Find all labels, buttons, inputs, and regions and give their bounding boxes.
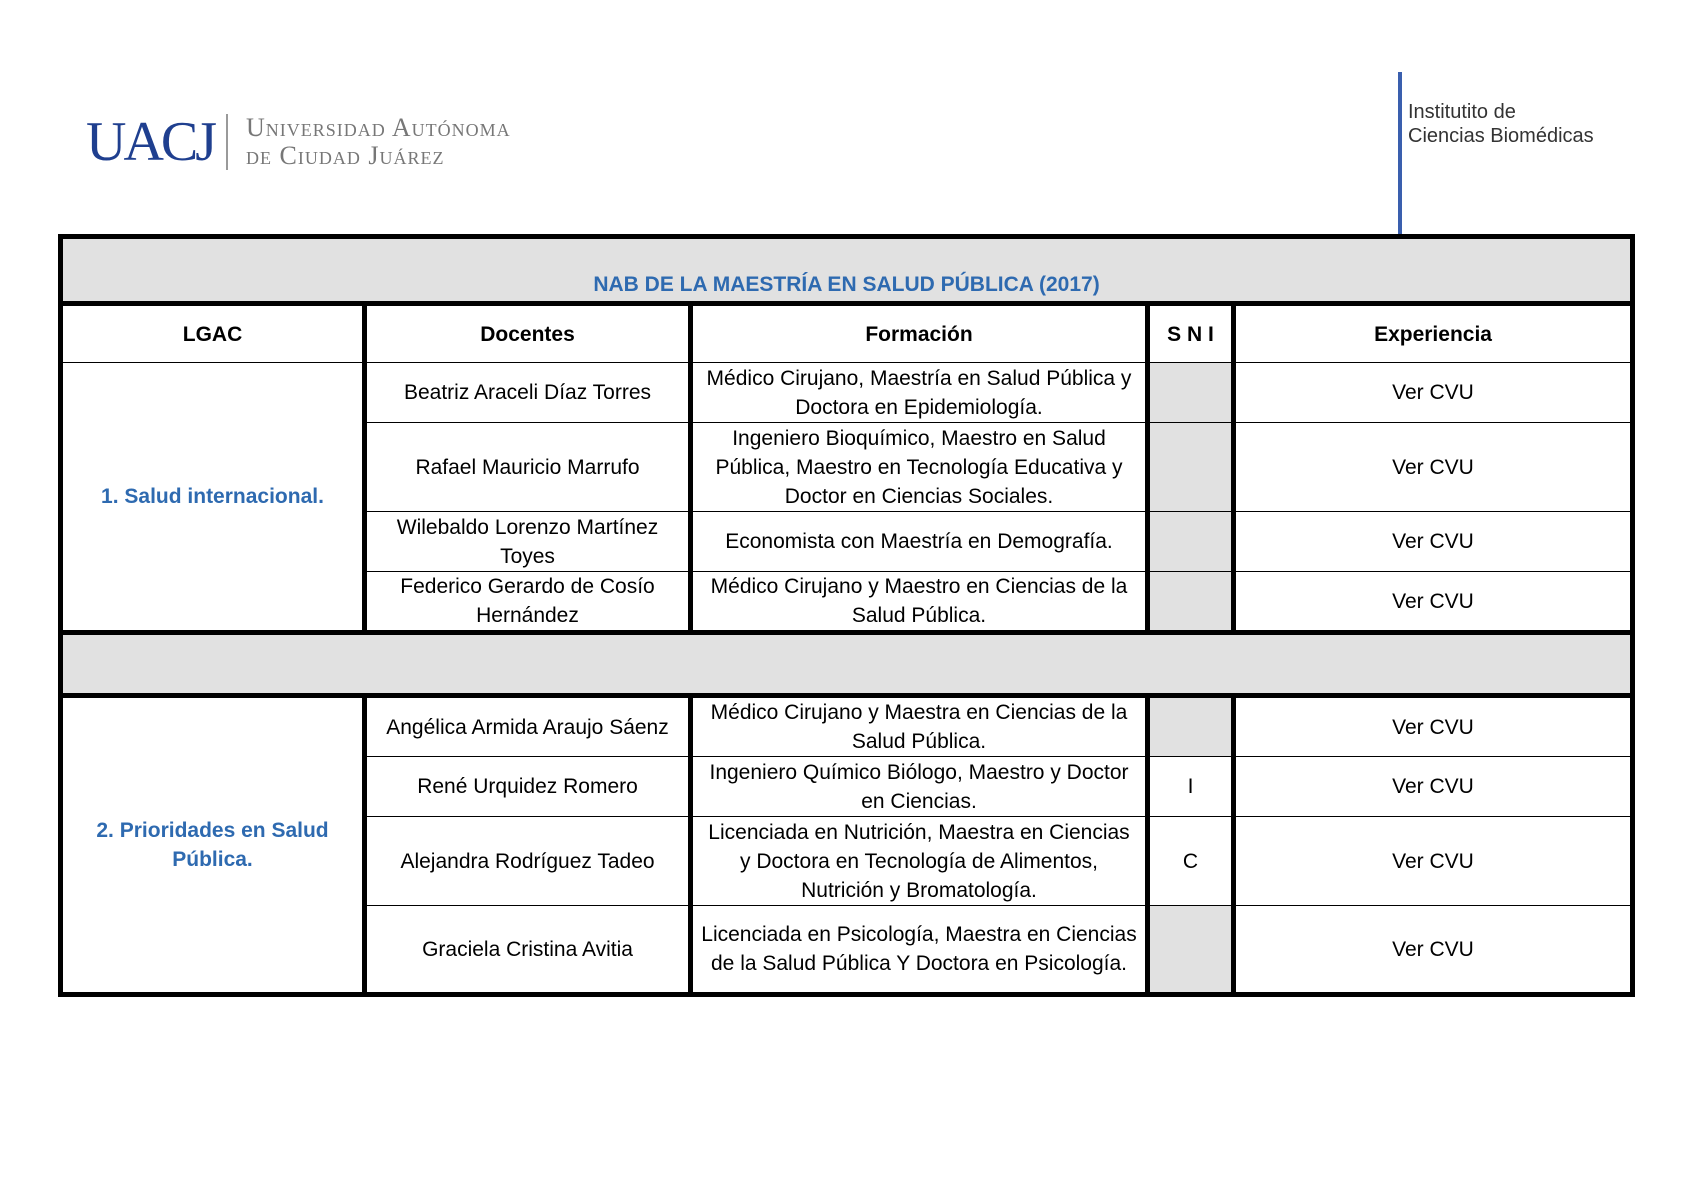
institute-name <box>1408 100 1594 148</box>
experiencia-cell: Ver CVU <box>1234 572 1633 633</box>
nab-table <box>58 234 1635 997</box>
header-row <box>61 304 1633 363</box>
experiencia-cell: Ver CVU <box>1234 512 1633 572</box>
docente-cell: René Urquidez Romero <box>365 757 691 817</box>
group-separator-row <box>61 633 1633 696</box>
sni-cell <box>1148 512 1234 572</box>
table-title: NAB DE LA MAESTRÍA EN SALUD PÚBLICA (2017) <box>61 237 1633 304</box>
group-separator <box>61 633 1633 696</box>
experiencia-cell: Ver CVU <box>1234 696 1633 757</box>
university-name <box>246 114 511 170</box>
uacj-logo <box>86 112 511 172</box>
experiencia-cell: Ver CVU <box>1234 906 1633 995</box>
sni-cell <box>1148 363 1234 423</box>
sni-cell <box>1148 423 1234 512</box>
column-header-lgac: LGAC <box>61 304 365 363</box>
formacion-cell: Médico Cirujano y Maestro en Ciencias de la Salud Pública. <box>691 572 1148 633</box>
docente-cell: Rafael Mauricio Marrufo <box>365 423 691 512</box>
university-name-line2: de Ciudad Juárez <box>246 141 445 170</box>
formacion-cell: Médico Cirujano, Maestría en Salud Pública y Doctora en Epidemiología. <box>691 363 1148 423</box>
sni-cell <box>1148 572 1234 633</box>
column-header-sni: S N I <box>1148 304 1234 363</box>
lgac-cell: 2. Prioridades en Salud Pública. <box>61 696 365 995</box>
sni-cell <box>1148 696 1234 757</box>
formacion-cell: Licenciada en Psicología, Maestra en Ciencias de la Salud Pública Y Doctora en Psicología. <box>691 906 1148 995</box>
sni-cell: I <box>1148 757 1234 817</box>
docente-cell: Federico Gerardo de Cosío Hernández <box>365 572 691 633</box>
institute-name-line2: Ciencias Biomédicas <box>1408 125 1594 147</box>
title-row <box>61 237 1633 304</box>
formacion-cell: Médico Cirujano y Maestra en Ciencias de la Salud Pública. <box>691 696 1148 757</box>
column-header-formacion: Formación <box>691 304 1148 363</box>
header-vertical-rule <box>1398 72 1402 234</box>
experiencia-cell: Ver CVU <box>1234 757 1633 817</box>
docente-cell: Beatriz Araceli Díaz Torres <box>365 363 691 423</box>
docente-cell: Wilebaldo Lorenzo Martínez Toyes <box>365 512 691 572</box>
formacion-cell: Economista con Maestría en Demografía. <box>691 512 1148 572</box>
docente-cell: Alejandra Rodríguez Tadeo <box>365 817 691 906</box>
formacion-cell: Licenciada en Nutrición, Maestra en Ciencias y Doctora en Tecnología de Alimentos, Nutrición y Bromatología. <box>691 817 1148 906</box>
column-header-experiencia: Experiencia <box>1234 304 1633 363</box>
institute-name-line1: Institutito de <box>1408 101 1516 123</box>
uacj-logo-mark: UACJ <box>86 111 215 173</box>
lgac-cell: 1. Salud internacional. <box>61 363 365 633</box>
logo-divider <box>226 114 228 170</box>
formacion-cell: Ingeniero Químico Biólogo, Maestro y Doctor en Ciencias. <box>691 757 1148 817</box>
docente-cell: Angélica Armida Araujo Sáenz <box>365 696 691 757</box>
university-name-line1: Universidad Autónoma <box>246 113 511 142</box>
formacion-cell: Ingeniero Bioquímico, Maestro en Salud Pública, Maestro en Tecnología Educativa y Doctor en Ciencias Sociales. <box>691 423 1148 512</box>
table-row <box>61 696 1633 757</box>
experiencia-cell: Ver CVU <box>1234 817 1633 906</box>
sni-cell: C <box>1148 817 1234 906</box>
sni-cell <box>1148 906 1234 995</box>
table-row <box>61 363 1633 423</box>
docente-cell: Graciela Cristina Avitia <box>365 906 691 995</box>
column-header-docentes: Docentes <box>365 304 691 363</box>
experiencia-cell: Ver CVU <box>1234 423 1633 512</box>
experiencia-cell: Ver CVU <box>1234 363 1633 423</box>
